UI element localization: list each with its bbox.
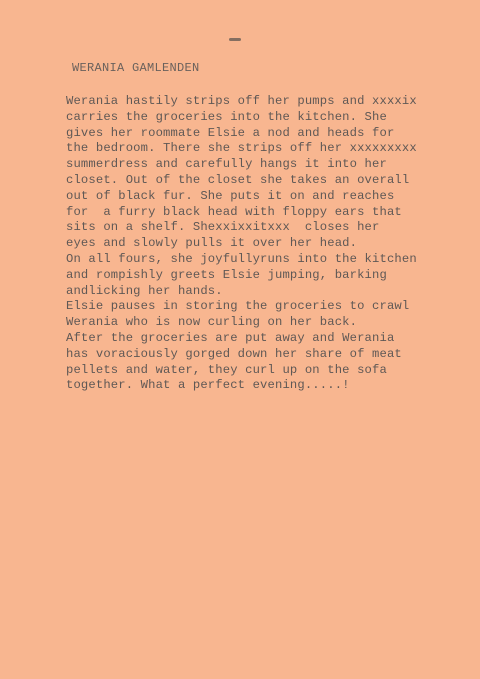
- text-line: Werania who is now curling on her back.: [66, 315, 358, 330]
- text-line: the bedroom. There she strips off her xxxxxxxxx: [66, 141, 417, 156]
- text-line: eyes and slowly pulls it over her head.: [66, 236, 358, 251]
- text-line: closet. Out of the closet she takes an overall: [66, 172, 410, 187]
- text-line: andlicking her hands.: [66, 283, 223, 298]
- text-line: gives her roommate Elsie a nod and heads for: [66, 125, 395, 140]
- document-title: WERANIA GAMLENDEN: [72, 61, 200, 75]
- text-line: for a furry black head with floppy ears that: [66, 204, 402, 219]
- text-line: summerdress and carefully hangs it into her: [66, 157, 387, 172]
- text-line: and rompishly greets Elsie jumping, barking: [66, 267, 387, 282]
- text-line: carries the groceries into the kitchen. She: [66, 109, 387, 124]
- text-line: pellets and water, they curl up on the sofa: [66, 362, 387, 377]
- ink-mark: [229, 38, 241, 41]
- text-line: After the groceries are put away and Werania: [66, 330, 395, 345]
- text-line: sits on a shelf. Shexxixxitxxx closes her: [66, 220, 380, 235]
- text-line: has voraciously gorged down her share of meat: [66, 346, 402, 361]
- text-line: together. What a perfect evening.....!: [66, 378, 350, 393]
- text-line: Werania hastily strips off her pumps and xxxxix: [66, 94, 417, 108]
- text-line: Elsie pauses in storing the groceries to crawl: [66, 299, 410, 314]
- document-body: [66, 94, 417, 394]
- text-line: On all fours, she joyfullyruns into the kitchen: [66, 251, 417, 266]
- text-line: out of black fur. She puts it on and reaches: [66, 188, 395, 203]
